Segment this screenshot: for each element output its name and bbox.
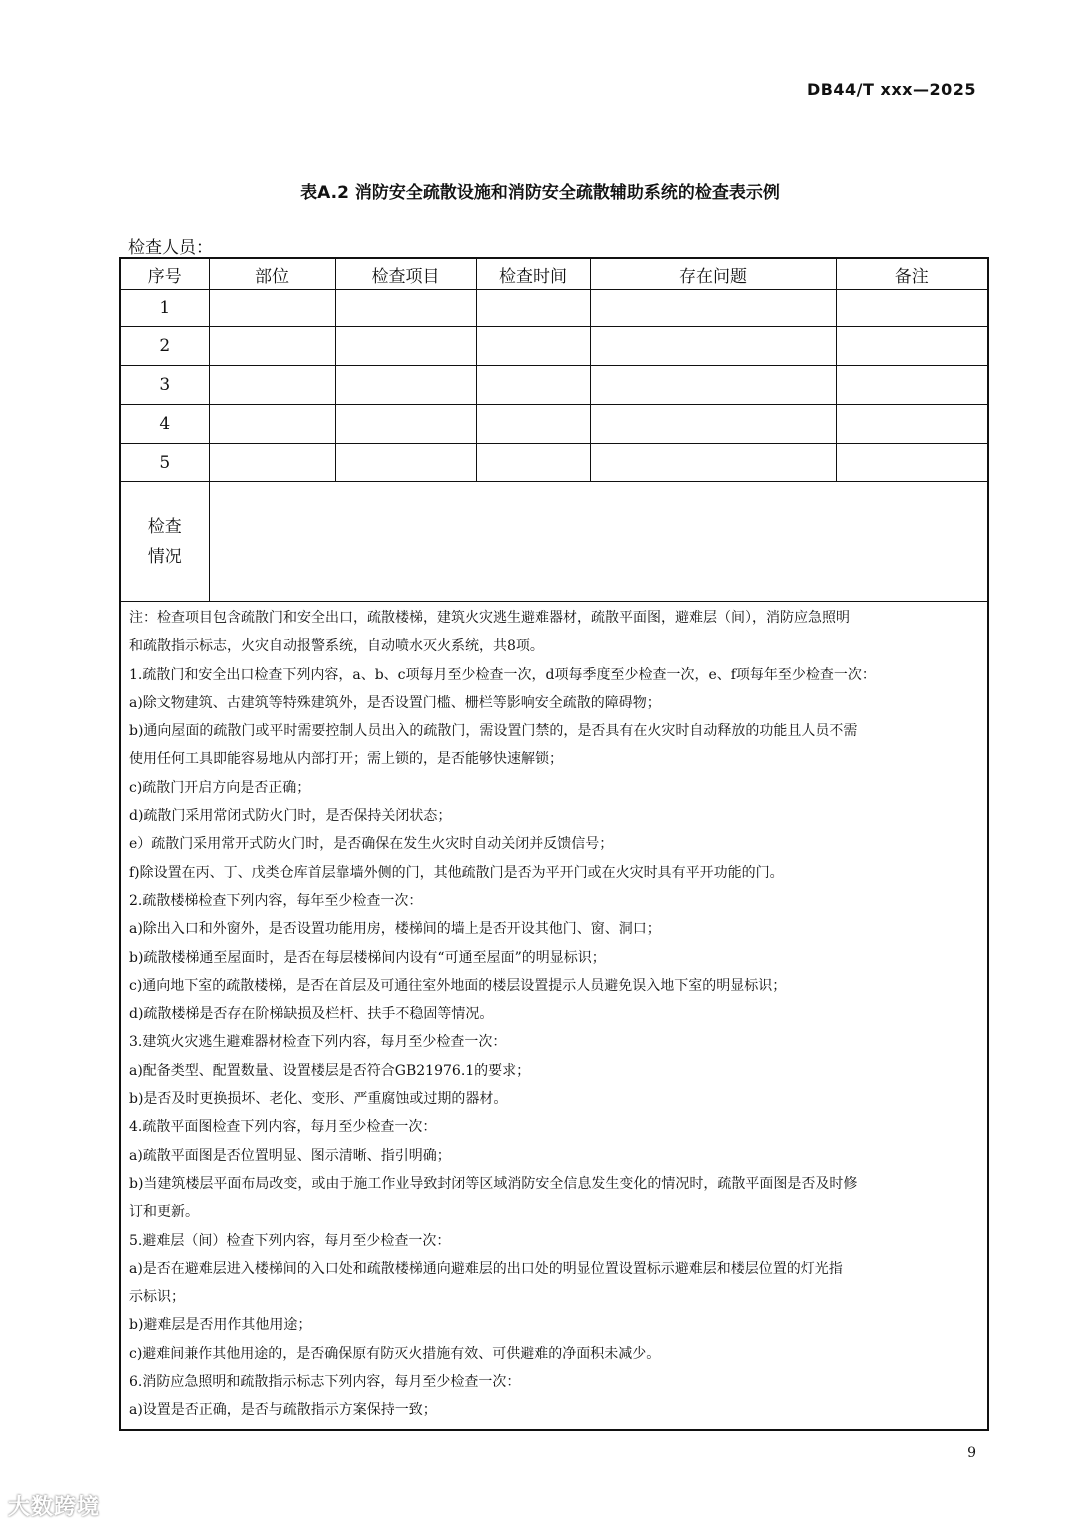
- note-line: f)除设置在丙、丁、戊类仓库首层靠墙外侧的门，其他疏散门是否为平开门或在火灾时具有平开功能的门。: [129, 864, 784, 881]
- note-line: 2.疏散楼梯检查下列内容，每年至少检查一次：: [129, 892, 423, 909]
- note-line: a)配备类型、配置数量、设置楼层是否符合GB21976.1的要求；: [129, 1062, 531, 1079]
- row-number: 1: [120, 290, 209, 327]
- note-line: a)是否在避难层进入楼梯间的入口处和疏散楼梯通向避难层的出口处的明显位置设置标示避难层和楼层位置的灯光指: [129, 1260, 843, 1277]
- document-code: DB44/T xxx—2025: [806, 80, 976, 99]
- table-cell: [476, 327, 590, 366]
- table-cell: [335, 290, 476, 327]
- column-header: 检查时间: [476, 258, 590, 290]
- table-cell: [209, 290, 335, 327]
- table-cell: [476, 366, 590, 405]
- table-header-row: [120, 258, 988, 290]
- row-number: 4: [120, 405, 209, 444]
- note-line: b)疏散楼梯通至屋面时，是否在每层楼梯间内设有“可通至屋面”的明显标识；: [129, 949, 606, 966]
- inspection-status-row: [120, 482, 988, 602]
- row-number: 2: [120, 327, 209, 366]
- row-number: 3: [120, 366, 209, 405]
- note-line: 5.避难层（间）检查下列内容，每月至少检查一次：: [129, 1232, 451, 1249]
- note-line: b)当建筑楼层平面布局改变，或由于施工作业导致封闭等区域消防安全信息发生变化的情况时，疏散平面图是否及时修: [129, 1175, 858, 1192]
- table-cell: [476, 290, 590, 327]
- inspector-label: 检查人员：: [128, 238, 213, 258]
- note-line: c)通向地下室的疏散楼梯，是否在首层及可通往室外地面的楼层设置提示人员避免误入地下室的明显标识；: [129, 977, 787, 994]
- table-cell: [836, 444, 988, 482]
- table-cell: [335, 327, 476, 366]
- table-cell: [476, 405, 590, 444]
- note-line: a)除出入口和外窗外，是否设置功能用房，楼梯间的墙上是否开设其他门、窗、洞口；: [129, 921, 661, 938]
- note-line: 4.疏散平面图检查下列内容，每月至少检查一次：: [129, 1119, 437, 1136]
- inspection-status-cell: [209, 482, 988, 602]
- table-cell: [335, 405, 476, 444]
- column-header: 检查项目: [335, 258, 476, 290]
- table-cell: [836, 290, 988, 327]
- table-cell: [335, 444, 476, 482]
- column-header: 序号: [120, 258, 209, 290]
- column-header: 备注: [836, 258, 988, 290]
- table-cell: [209, 444, 335, 482]
- table-cell: [590, 444, 836, 482]
- table-cell: [335, 366, 476, 405]
- table-cell: [590, 290, 836, 327]
- note-line: 示标识；: [129, 1289, 185, 1306]
- note-line: b)避难层是否用作其他用途；: [129, 1317, 312, 1334]
- table-title: 表A.2 消防安全疏散设施和消防安全疏散辅助系统的检查表示例: [300, 183, 780, 203]
- column-header: 部位: [209, 258, 335, 290]
- table-cell: [209, 405, 335, 444]
- note-line: 1.疏散门和安全出口检查下列内容，a、b、c项每月至少检查一次，d项每季度至少检查一次，e、f项每年至少检查一次：: [129, 666, 876, 683]
- table-row: [120, 327, 988, 366]
- note-line: 订和更新。: [129, 1204, 199, 1221]
- notes-cell: [120, 602, 988, 1430]
- note-line: b)是否及时更换损坏、老化、变形、严重腐蚀或过期的器材。: [129, 1091, 508, 1108]
- row-number: 5: [120, 444, 209, 482]
- table-cell: [209, 327, 335, 366]
- table-row: [120, 405, 988, 444]
- note-line: c)疏散门开启方向是否正确；: [129, 779, 311, 796]
- inspection-status-label-line2: 情况: [147, 546, 182, 567]
- page-number: 9: [967, 1445, 976, 1461]
- note-line: 和疏散指示标志，火灾自动报警系统，自动喷水灭火系统，共8项。: [129, 638, 544, 655]
- note-line: d)疏散楼梯是否存在阶梯缺损及栏杆、扶手不稳固等情况。: [129, 1006, 494, 1023]
- note-line: e）疏散门采用常开式防火门时，是否确保在发生火灾时自动关闭并反馈信号；: [129, 836, 614, 853]
- note-line: b)通向屋面的疏散门或平时需要控制人员出入的疏散门，需设置门禁的，是否具有在火灾时自动释放的功能且人员不需: [129, 723, 858, 740]
- inspection-status-label: [120, 482, 209, 602]
- notes-row: [120, 602, 988, 1430]
- note-line: 6.消防应急照明和疏散指示标志下列内容，每月至少检查一次：: [129, 1374, 521, 1391]
- table-cell: [836, 405, 988, 444]
- note-line: a)除文物建筑、古建筑等特殊建筑外，是否设置门槛、栅栏等影响安全疏散的障碍物；: [129, 694, 661, 711]
- table-row: [120, 290, 988, 327]
- table-cell: [590, 366, 836, 405]
- inspection-status-label-line1: 检查: [147, 516, 182, 537]
- note-line: a)疏散平面图是否位置明显、图示清晰、指引明确；: [129, 1147, 451, 1164]
- inspection-table: [119, 257, 989, 1431]
- note-line: 使用任何工具即能容易地从内部打开；需上锁的，是否能够快速解锁；: [129, 751, 563, 768]
- table-row: [120, 366, 988, 405]
- column-header: 存在问题: [590, 258, 836, 290]
- table-cell: [209, 366, 335, 405]
- watermark-logo: 大数跨境: [8, 1495, 101, 1520]
- note-line: d)疏散门采用常闭式防火门时，是否保持关闭状态；: [129, 808, 452, 825]
- note-line: c)避难间兼作其他用途的，是否确保原有防灭火措施有效、可供避难的净面积未减少。: [129, 1345, 661, 1362]
- note-line: 3.建筑火灾逃生避难器材检查下列内容，每月至少检查一次：: [129, 1034, 507, 1051]
- note-line: a)设置是否正确，是否与疏散指示方案保持一致；: [129, 1402, 437, 1419]
- table-cell: [836, 327, 988, 366]
- table-cell: [476, 444, 590, 482]
- table-cell: [590, 405, 836, 444]
- note-line: 注：检查项目包含疏散门和安全出口，疏散楼梯，建筑火灾逃生避难器材，疏散平面图，避难层（间），消防应急照明: [129, 610, 850, 626]
- table-cell: [590, 327, 836, 366]
- table-row: [120, 444, 988, 482]
- table-cell: [836, 366, 988, 405]
